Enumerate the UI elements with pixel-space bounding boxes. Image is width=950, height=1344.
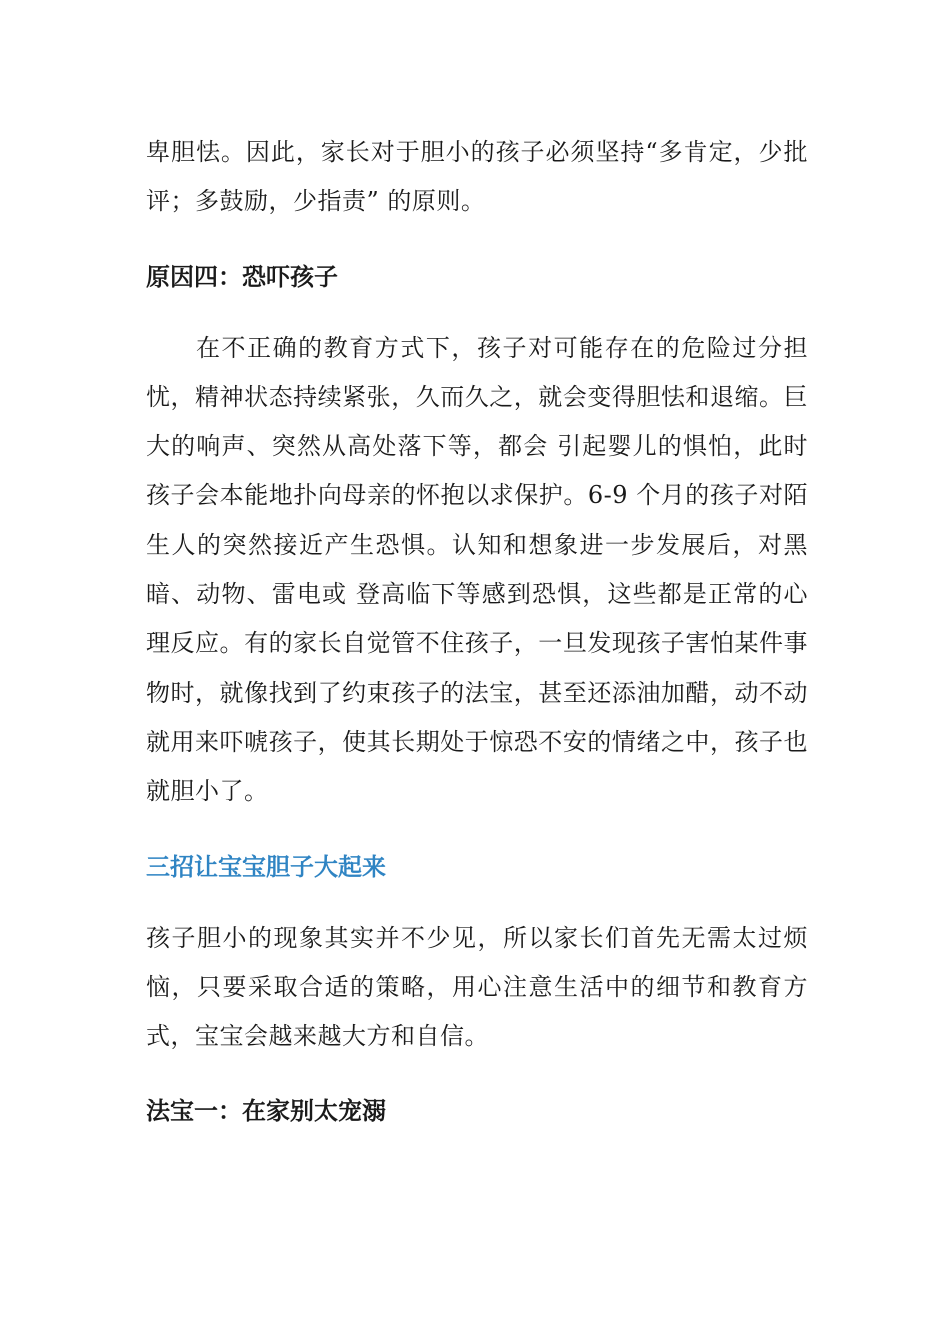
document-page — [146, 128, 808, 1136]
three-tips-heading: 三招让宝宝胆子大起来 — [146, 852, 386, 881]
three-tips-paragraph: 孩子胆小的现象其实并不少见，所以家长们首先无需太过烦恼，只要采取合适的策略，用心注意生活中的细节和教育方式，宝宝会越来越大方和自信。 — [146, 923, 808, 1051]
tip-one-heading: 法宝一：在家别太宠溺 — [146, 1097, 386, 1126]
reason-four-paragraph: 在不正确的教育方式下，孩子对可能存在的危险过分担忧，精神状态持续紧张，久而久之，就会变得胆怯和退缩。巨大的响声、突然从高处落下等，都会 引起婴儿的惧怕，此时孩子会本能地扑向母亲的怀抱以求保护。6-9 个月的孩子对陌生人的突然接近产生恐惧。认知和想象进一步发展后，对黑暗、动物、雷电或 登高临下等感到恐惧，这些都是正常的心理反应。有的家长自觉管不住孩子，一旦发现孩子害怕某件事物时，就像找到了约束孩子的法宝，甚至还添油加醋，动不动 就用来吓唬孩子，使其长期处于惊恐不安的情绪之中，孩子也就胆小了。 — [146, 333, 808, 806]
reason-four-heading: 原因四：恐吓孩子 — [146, 262, 338, 291]
intro-paragraph: 卑胆怯。因此，家长对于胆小的孩子必须坚持“多肯定，少批评；多鼓励，少指责” 的原则。 — [146, 138, 808, 216]
